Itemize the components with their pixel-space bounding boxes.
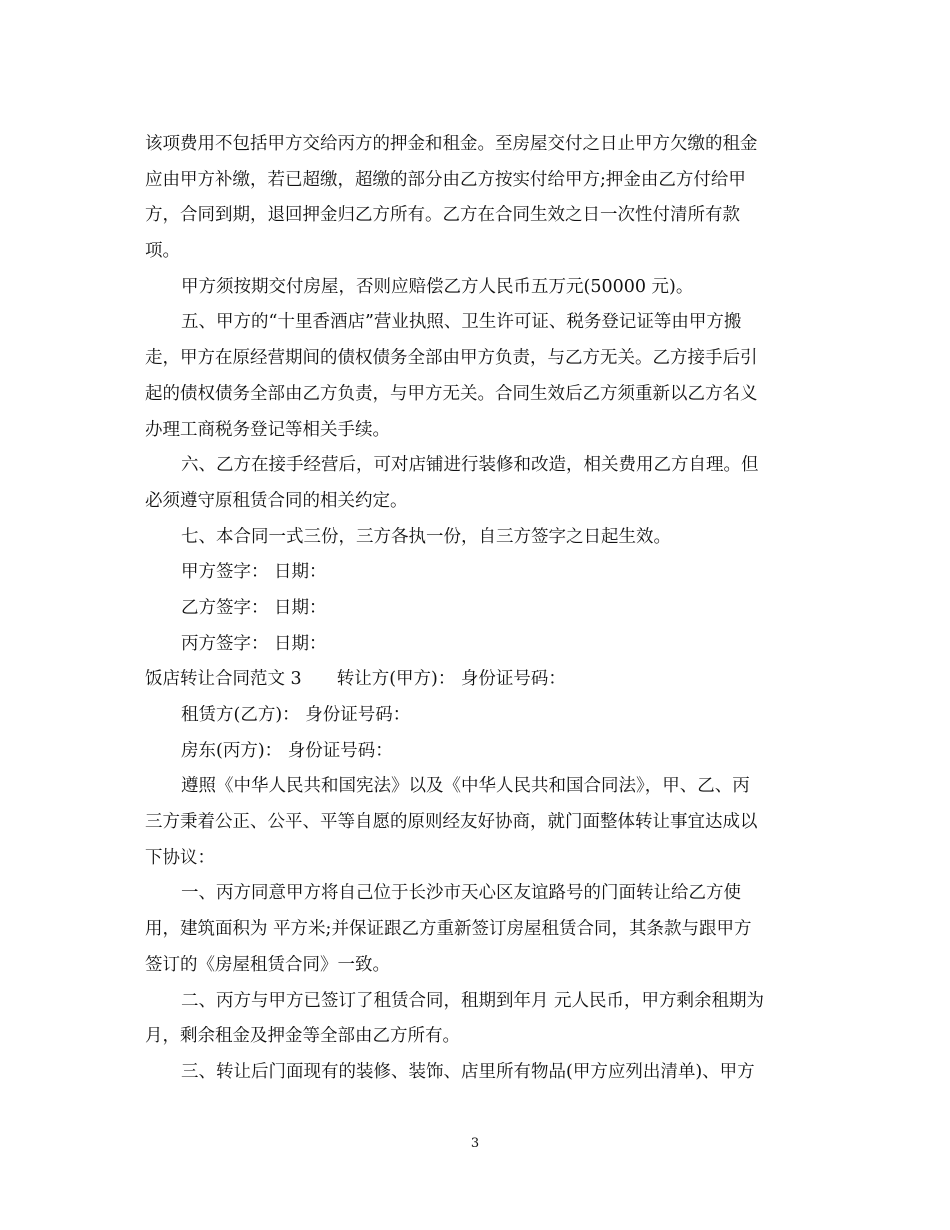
clause-one-line: 一、丙方同意甲方将自己位于长沙市天心区友谊路号的门面转让给乙方使 bbox=[181, 883, 741, 904]
clause-five-line: 五、甲方的“十里香酒店”营业执照、卫生许可证、税务登记证等由甲方搬 bbox=[181, 312, 742, 333]
lessee-line: 租赁方(乙方)： 身份证号码： bbox=[181, 705, 411, 725]
signature-line-party-c: 丙方签字： 日期： bbox=[181, 633, 327, 654]
paragraph-line: 起的债权债务全部由乙方负责，与甲方无关。合同生效后乙方须重新以乙方名义 bbox=[145, 383, 758, 404]
sample-heading-line: 饭店转让合同范文 3 转让方(甲方)： 身份证号码： bbox=[145, 669, 566, 690]
paragraph-line: 月，剩余租金及押金等全部由乙方所有。 bbox=[145, 1026, 460, 1047]
paragraph-line: 用，建筑面积为 平方米;并保证跟乙方重新签订房屋租赁合同，其条款与跟甲方 bbox=[145, 919, 752, 940]
paragraph-line: 必须遵守原租赁合同的相关约定。 bbox=[145, 490, 408, 511]
paragraph-line: 走，甲方在原经营期间的债权债务全部由甲方负责，与乙方无关。乙方接手后引 bbox=[145, 348, 758, 369]
paragraph-line: 应由甲方补缴，若已超缴，超缴的部分由乙方按实付给甲方;押金由乙方付给甲 bbox=[145, 169, 746, 190]
document-body bbox=[145, 127, 805, 1091]
clause-three-line: 三、转让后门面现有的装修、装饰、店里所有物品(甲方应列出清单)、甲方 bbox=[181, 1061, 755, 1082]
paragraph-line: 方，合同到期，退回押金归乙方所有。乙方在合同生效之日一次性付清所有款 bbox=[145, 205, 740, 226]
signature-line-party-a: 甲方签字： 日期： bbox=[181, 562, 327, 583]
clause-six-line: 六、乙方在接手经营后，可对店铺进行装修和改造，相关费用乙方自理。但 bbox=[181, 455, 759, 476]
paragraph-line: 遵照《中华人民共和国宪法》以及《中华人民共和国合同法》，甲、乙、丙 bbox=[181, 776, 750, 797]
clause-two-line: 二、丙方与甲方已签订了租赁合同，租期到年月 元人民币，甲方剩余租期为 bbox=[181, 990, 765, 1011]
paragraph-line: 下协议： bbox=[145, 847, 215, 868]
clause-seven-line: 七、本合同一式三份，三方各执一份，自三方签字之日起生效。 bbox=[181, 526, 671, 547]
paragraph-line: 该项费用不包括甲方交给丙方的押金和租金。至房屋交付之日止甲方欠缴的租金 bbox=[145, 134, 758, 154]
paragraph-line: 甲方须按期交付房屋，否则应赔偿乙方人民币五万元(50000 元)。 bbox=[181, 276, 694, 297]
paragraph-line: 办理工商税务登记等相关手续。 bbox=[145, 419, 390, 440]
page-number: 3 bbox=[470, 1136, 480, 1151]
paragraph-line: 签订的《房屋租赁合同》一致。 bbox=[145, 954, 390, 975]
landlord-line: 房东(丙方)： 身份证号码： bbox=[181, 740, 393, 761]
signature-line-party-b: 乙方签字： 日期： bbox=[181, 597, 327, 618]
paragraph-line: 三方秉着公正、公平、平等自愿的原则经友好协商，就门面整体转让事宜达成以 bbox=[145, 812, 758, 833]
paragraph-line: 项。 bbox=[145, 241, 180, 262]
